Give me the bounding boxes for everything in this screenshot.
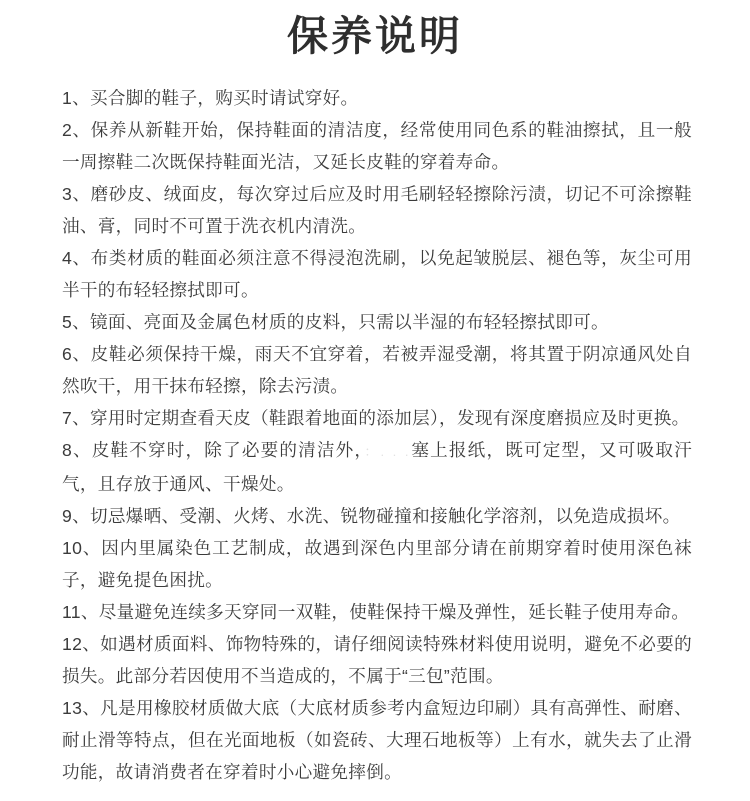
care-instruction-item-10: 10、因内里属染色工艺制成，故遇到深色内里部分请在前期穿着时使用深色袜子，避免提色困扰。 xyxy=(62,538,692,590)
item-8-erased-fragment: ：. . . xyxy=(364,444,411,459)
care-instruction-item-7: 7、穿用时定期查看天皮（鞋跟着地面的添加层），发现有深度磨损应及时更换。 xyxy=(62,408,690,428)
care-instruction-item-9: 9、切忌爆晒、受潮、火烤、水洗、锐物碰撞和接触化学溶剂，以免造成损坏。 xyxy=(62,506,681,526)
care-instruction-item-1: 1、买合脚的鞋子，购买时请试穿好。 xyxy=(62,88,359,108)
care-instruction-item-11: 11、尽量避免连续多天穿同一双鞋，使鞋保持干燥及弹性，延长鞋子使用寿命。 xyxy=(62,602,690,622)
care-instruction-item-4: 4、布类材质的鞋面必须注意不得浸泡洗刷，以免起皱脱层、褪色等，灰尘可用半干的布轻轻擦拭即可。 xyxy=(62,248,692,300)
item-8-text-end: 塞上报纸，既可定型，又可吸取汗气，且存放于通风、干燥处。 xyxy=(62,440,692,494)
care-instruction-item-8 xyxy=(62,434,692,500)
instruction-list xyxy=(0,82,750,788)
care-instruction-item-2: 2、保养从新鞋开始，保持鞋面的清洁度，经常使用同色系的鞋油擦拭，且一般一周擦鞋二次既保持鞋面光洁，又延长皮鞋的穿着寿命。 xyxy=(62,120,692,172)
care-instruction-item-6: 6、皮鞋必须保持干燥，雨天不宜穿着，若被弄湿受潮，将其置于阴凉通风处自然吹干，用干抹布轻擦，除去污渍。 xyxy=(62,344,692,396)
care-instruction-item-13: 13、凡是用橡胶材质做大底（大底材质参考内盒短边印刷）具有高弹性、耐磨、耐止滑等特点，但在光面地板（如瓷砖、大理石地板等）上有水，就失去了止滑功能，故请消费者在穿着时小心避免摔倒。 xyxy=(62,698,692,782)
care-instruction-item-3: 3、磨砂皮、绒面皮，每次穿过后应及时用毛刷轻轻擦除污渍，切记不可涂擦鞋油、膏，同时不可置于洗衣机内清洗。 xyxy=(62,184,692,236)
care-instruction-item-12: 12、如遇材质面料、饰物特殊的，请仔细阅读特殊材料使用说明，避免不必要的损失。此部分若因使用不当造成的，不属于“三包”范围。 xyxy=(62,634,692,686)
page-title: 保养说明 xyxy=(287,12,463,60)
item-8-text-start: 8、皮鞋不穿时，除了必要的清洁外， xyxy=(62,440,365,460)
care-instruction-item-5: 5、镜面、亮面及金属色材质的皮料，只需以半湿的布轻轻擦拭即可。 xyxy=(62,312,609,332)
